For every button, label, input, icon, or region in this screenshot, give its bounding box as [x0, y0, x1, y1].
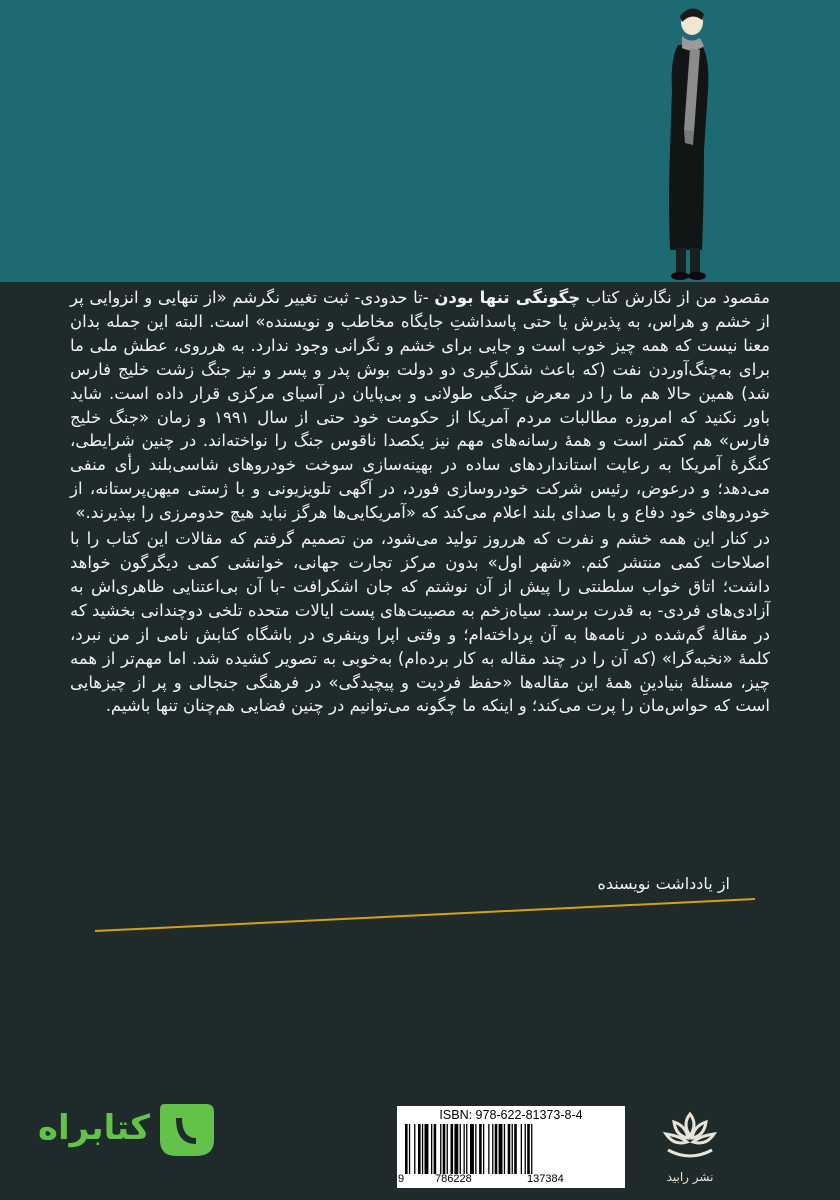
paragraph-1-body: -تا حدودی- ثبت تغییر نگرشم «از تنهایی و انزوایی پر از خشم و هراس، به پذیرش یا حتی پاسداشتِ جایگاه مخاطب و نویسنده» است. البته این جمله بدان معنا نیست که همه چیز خوب است و جایی برای خشم و نگرانی وجود ندارد. به هرروی، عطش ملی ما برای به‌چنگ‌آوردن نفت (که باعث شکل‌گیری دو دولت بوش پدر و پسر و نیز جنگ زشت خلیج فارس شد) همین حالا هم ما را در معرض جنگی طولانی و بی‌پایان در آسیای مرکزی قرار داده است. شاید باور نکنید که امروزه مطالبات مردم آمریکا از حکومت خود حتی از سال ۱۹۹۱ و زمان «جنگ خلیج فارس» هم کمتر است و همهٔ رسانه‌های مهم نیز یکصدا ناقوس جنگ را نواخته‌اند. در چنین شرایطی، کنگرهٔ آمریکا به رعایت استانداردهای ساده در بهینه‌سازی سوخت خودروهای شاسی‌بلند رأی منفی می‌دهد؛ و درعوض، رئیس شرکت خودروسازی فورد، در آگهی تلویزیونی و با ژستی میهن‌پرستانه، از خودروهای خود دفاع و با صدای بلند اعلام می‌کند که «آمریکایی‌ها هرگز نباید هیچ حدومرزی را بپذیرند.» [70, 288, 770, 523]
barcode-bar [466, 1124, 467, 1174]
ketabrah-wordmark: کتابراه [37, 1108, 150, 1148]
barcode-bar [521, 1124, 522, 1174]
publisher-logo [640, 1110, 740, 1190]
barcode-bar [464, 1124, 465, 1174]
barcode-digit-group-2: 137384 [527, 1173, 564, 1185]
description-paragraph-1 [70, 286, 770, 525]
isbn-number: ISBN: 978-622-81373-8-4 [439, 1108, 583, 1122]
barcode-bars [405, 1124, 619, 1174]
barcode-bar [483, 1124, 484, 1174]
barcode-bar [447, 1124, 448, 1174]
barcode-bar [443, 1124, 446, 1174]
barcode-bar [405, 1124, 408, 1174]
book-title-inline: چگونگی تنها بودن [434, 288, 581, 307]
barcode-bar [409, 1124, 410, 1174]
isbn-barcode [397, 1106, 625, 1188]
paragraph-1-lead: مقصود من از نگارش کتاب [580, 288, 770, 307]
barcode-bar [418, 1124, 421, 1174]
barcode-bar [470, 1124, 474, 1174]
lotus-icon [660, 1110, 720, 1168]
barcode-bar [425, 1124, 429, 1174]
barcode-bar [422, 1124, 423, 1174]
barcode-bar [508, 1124, 511, 1174]
barcode-digit-group-1: 786228 [435, 1173, 472, 1185]
ketabrah-leaf-icon [156, 1100, 218, 1160]
barcode-bar [531, 1124, 532, 1174]
barcode-bar [451, 1124, 454, 1174]
barcode-bar [479, 1124, 482, 1174]
barcode-bar [499, 1124, 503, 1174]
ketabrah-logo [38, 1100, 218, 1160]
barcode-bar [414, 1124, 415, 1174]
barcode-bar [504, 1124, 505, 1174]
source-note: از یادداشت نویسنده [597, 874, 730, 893]
barcode-bar [525, 1124, 526, 1174]
book-description [70, 286, 770, 720]
description-paragraph-2: در کنار این همه خشم و نفرت که هرروز تولید می‌شود، من تصمیم گرفتم که مقالات این کتاب را با اصلاحات کمی منتشر کنم. «شهر اول» بدون مرکز تجارت جهانی، خوانشی کمی دیگرگون خواهد داشت؛ اتاق خواب سلطنتی را پیش از آن نوشتم که جان اشکرافت -با آن بی‌اعتنایی ظاهری‌اش به آزادی‌های فردی- به قدرت برسد. سیاه‌زخم به مصیبت‌های پست ایالات متحده تلخی دوچندانی بخشید که در مقالهٔ گم‌شده در نامه‌ها به آن پرداخته‌ام؛ و وقتی اپرا وینفری در باشگاه کتابش نامی از من نبرد، کلمهٔ «نخبه‌گرا» (که آن را در چند مقاله به کار برده‌ام) به‌خوبی به تصویر کشیده شد. اما مهم‌تر از همه چیز، مسئلهٔ بنیادینِ همهٔ این مقاله‌ها «حفظ فردیت و پیچیدگی» در فرهنگی جنجالی و پر از چیزهایی است که حواس‌مان را پرت می‌کند؛ و اینکه ما چگونه می‌توانیم در چنین فضایی هم‌چنان تنها باشیم. [70, 529, 770, 716]
barcode-bar [440, 1124, 441, 1174]
gold-divider-line [95, 895, 755, 935]
barcode-bar [488, 1124, 489, 1174]
barcode-bar [454, 1124, 458, 1174]
barcode-bar [514, 1124, 517, 1174]
barcode-bar [527, 1124, 530, 1174]
barcode-bar [434, 1124, 437, 1174]
standing-man-illustration [640, 0, 730, 282]
publisher-name: نشر رابید [666, 1170, 714, 1184]
barcode-bar [495, 1124, 498, 1174]
cover-illustration-band [0, 0, 840, 282]
barcode-digit-lead: 9 [398, 1173, 405, 1185]
barcode-bar [512, 1124, 513, 1174]
barcode-bar [475, 1124, 476, 1174]
barcode-bar [460, 1124, 461, 1174]
barcode-bar [431, 1124, 432, 1174]
barcode-bar [492, 1124, 493, 1174]
